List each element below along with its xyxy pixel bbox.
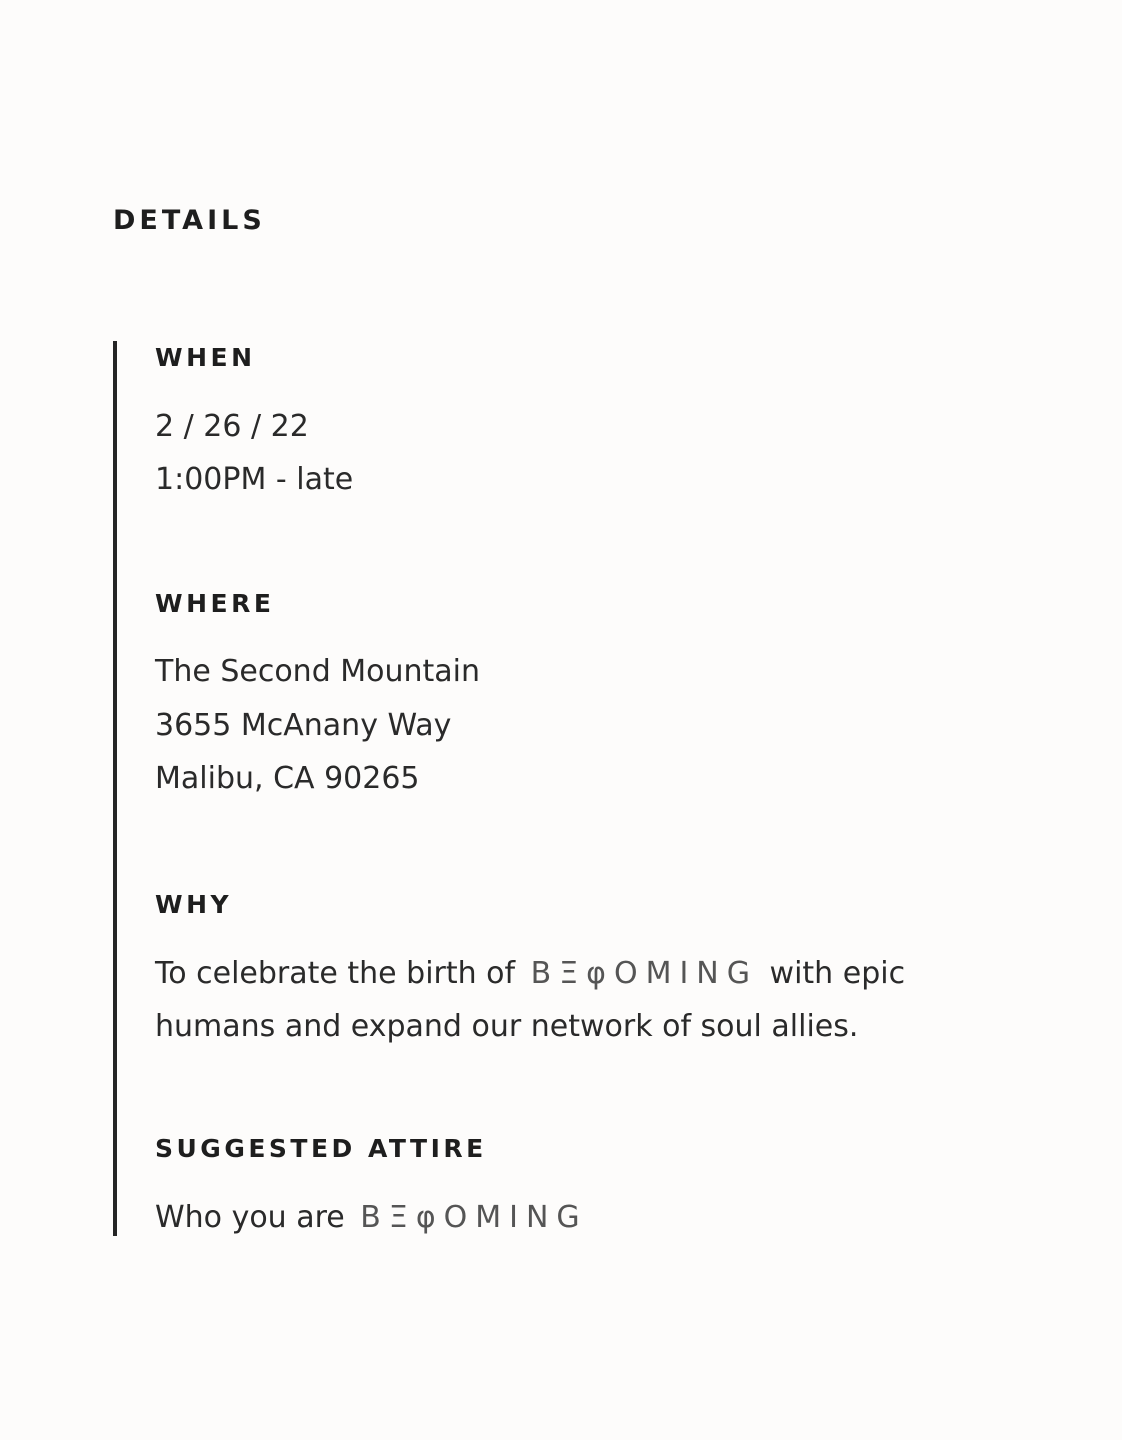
where-venue: The Second Mountain (155, 654, 481, 689)
where-street: 3655 McAnany Way (155, 708, 452, 743)
when-time: 1:00PM - late (155, 462, 354, 497)
attire-heading: SUGGESTED ATTIRE (155, 1134, 487, 1163)
section-divider-bar (113, 341, 117, 1236)
brand-wordmark-attire: BΞφOMING (360, 1200, 588, 1235)
page-title: DETAILS (113, 205, 266, 236)
where-heading: WHERE (155, 589, 275, 618)
where-city: Malibu, CA 90265 (155, 761, 420, 796)
why-line-2: humans and expand our network of soul allies. (155, 1009, 859, 1044)
brand-wordmark: BΞφOMING (530, 956, 758, 991)
why-text-before-brand: To celebrate the birth of (155, 956, 516, 991)
why-line-1 (155, 954, 905, 994)
when-date: 2 / 26 / 22 (155, 409, 309, 444)
attire-text: Who you are (155, 1200, 345, 1235)
why-heading: WHY (155, 890, 233, 919)
why-text-after-brand: with epic (769, 956, 906, 991)
when-heading: WHEN (155, 343, 256, 372)
attire-line (155, 1198, 590, 1238)
